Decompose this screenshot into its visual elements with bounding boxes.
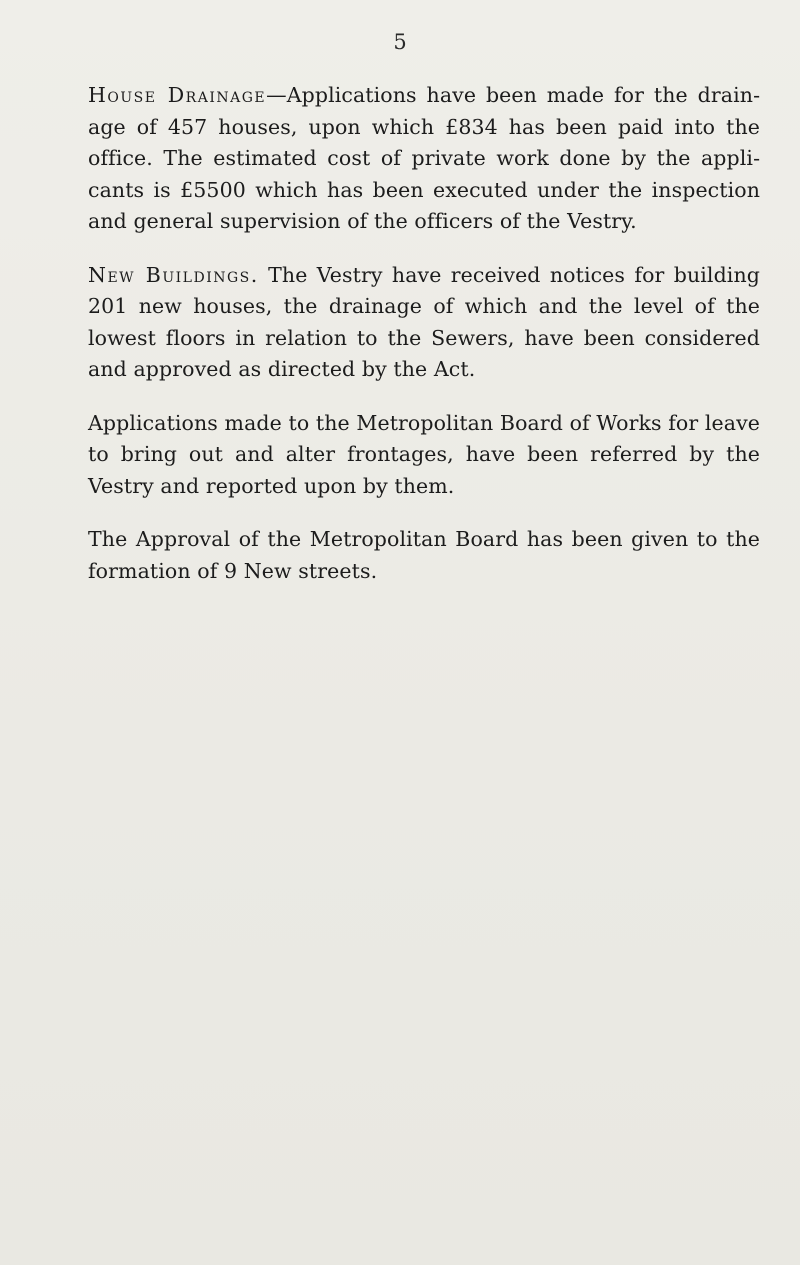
paragraph-text-new-streets: The Approval of the Metropolitan Board has been given to the formation of 9 New streets. bbox=[88, 527, 760, 583]
paragraph-text-frontages: Applications made to the Metropolitan Board of Works for leave to bring out and alter frontages, have been referred by the Vestry and reported upon by them. bbox=[88, 410, 760, 498]
paragraph-frontages bbox=[88, 408, 760, 503]
paragraph-house-drainage bbox=[88, 80, 760, 238]
paragraph-heading-house-drainage: House Drainage bbox=[88, 83, 267, 107]
paragraph-heading-new-buildings: New Buildings. bbox=[88, 262, 259, 287]
paragraph-text-new-buildings: The Vestry have received notices for building 201 new houses, the drainage of which and the level of the lowest floors in relation to the Sewers, have been considered and approved as directed by the Act. bbox=[88, 262, 760, 381]
paragraph-text-house-drainage: —Applications have been made for the drainage of 457 houses, upon which £834 has been paid into the office. The estimated cost of private work done by the applicants is £5500 which has been executed under the inspection and general supervision of the officers of the Vestry. bbox=[88, 83, 760, 233]
page-number: 5 bbox=[393, 30, 407, 54]
page-body bbox=[88, 80, 760, 609]
paragraph-new-streets bbox=[88, 524, 760, 587]
paragraph-new-buildings bbox=[88, 260, 760, 386]
